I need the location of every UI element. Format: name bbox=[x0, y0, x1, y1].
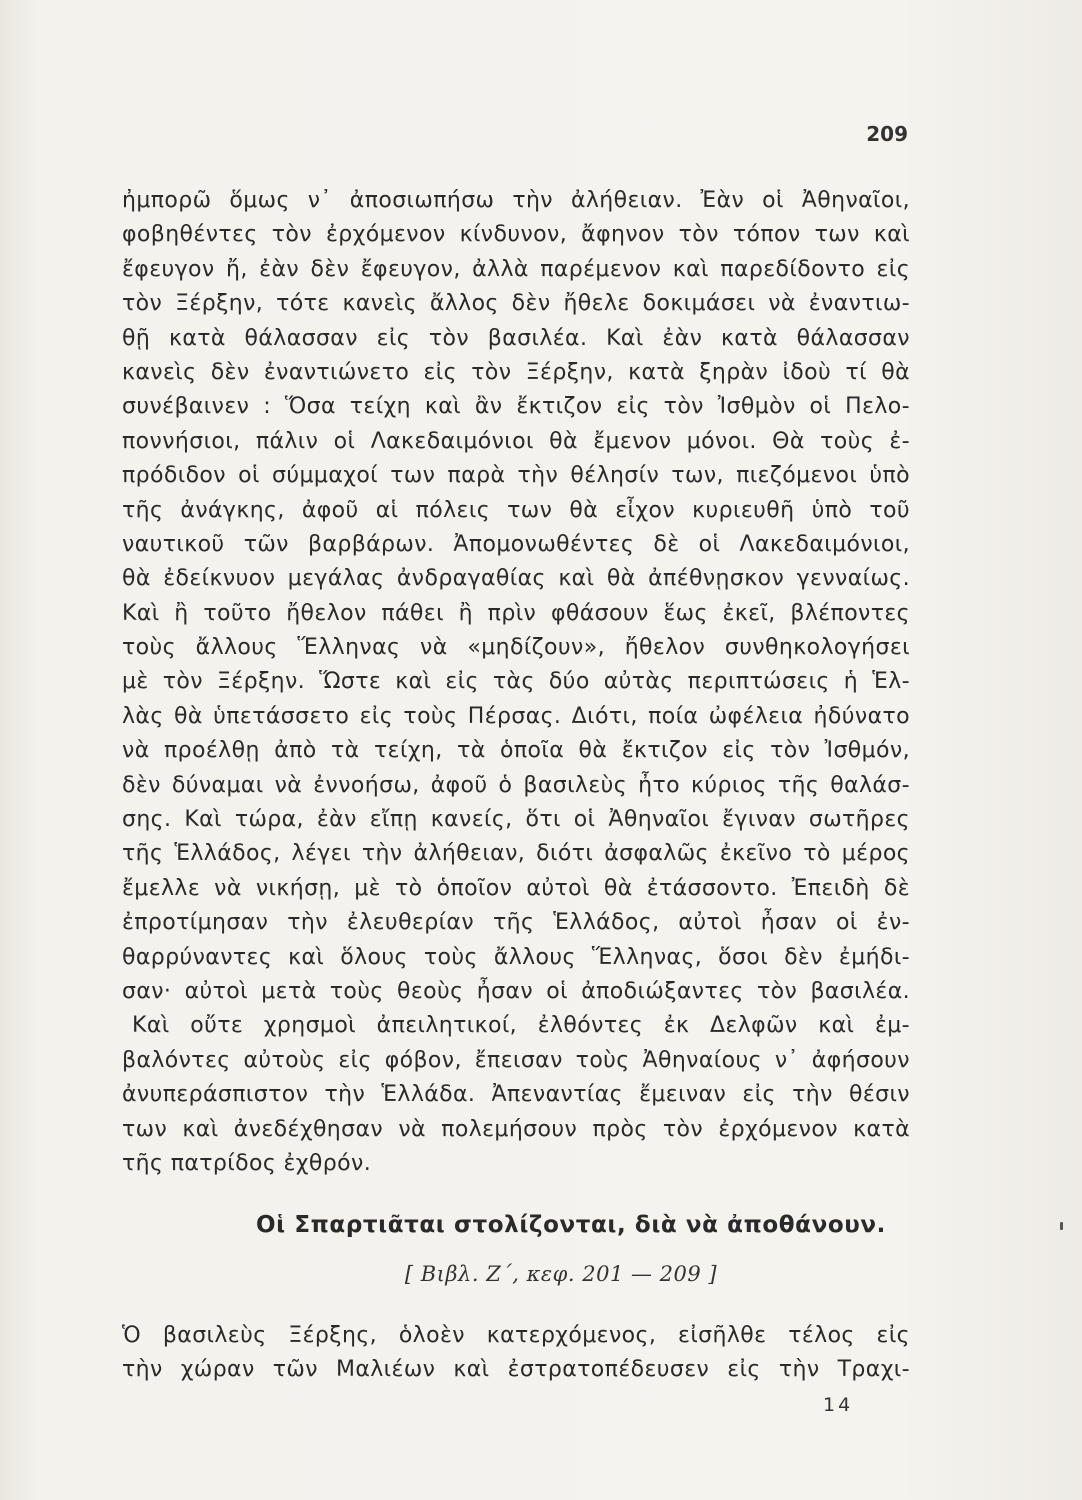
text-line: τὸν Ξέρξην, τότε κανεὶς ἄλλος δὲν ἤθελε δοκιμάσει νὰ ἐναντιω- bbox=[122, 291, 910, 317]
text-line: ποννήσιοι, πάλιν οἱ Λακεδαιμόνιοι θὰ ἔμενον μόνοι. Θὰ τοὺς ἐ- bbox=[122, 428, 910, 454]
text-line: δὲν δύναμαι νὰ ἐννοήσω, ἀφοῦ ὁ βασιλεὺς ἦτο κύριος τῆς θαλάσ- bbox=[122, 772, 910, 798]
text-line: ναυτικοῦ τῶν βαρβάρων. Ἀπομονωθέντες δὲ οἱ Λακεδαιμόνιοι, bbox=[122, 531, 910, 557]
margin-mark bbox=[1060, 1222, 1063, 1230]
text-line: νὰ προέλθῃ ἀπὸ τὰ τείχη, τὰ ὁποῖα θὰ ἔκτιζον εἰς τὸν Ἰσθμόν, bbox=[122, 738, 910, 764]
text-line: σαν· αὐτοὶ μετὰ τοὺς θεοὺς ἦσαν οἱ ἀποδιώξαντες τὸν βασιλέα. bbox=[122, 978, 910, 1004]
text-line: τῆς ἀνάγκης, ἀφοῦ αἱ πόλεις των θὰ εἶχον κυριευθῆ ὑπὸ τοῦ bbox=[122, 497, 910, 523]
text-line: θῇ κατὰ θάλασσαν εἰς τὸν βασιλέα. Καὶ ἐὰν κατὰ θάλασσαν bbox=[122, 325, 910, 351]
text-line: βαλόντες αὐτοὺς εἰς φόβον, ἔπεισαν τοὺς Ἀθηναίους ν᾿ ἀφήσουν bbox=[122, 1047, 910, 1073]
main-text-block bbox=[122, 184, 910, 1181]
text-line: των καὶ ἀνεδέχθησαν νὰ πολεμήσουν πρὸς τὸν ἐρχόμενον κατὰ bbox=[122, 1116, 910, 1142]
text-line: ἔμελλε νὰ νικήσῃ, μὲ τὸ ὁποῖον αὐτοὶ θὰ ἐτάσσοντο. Ἐπειδὴ δὲ bbox=[122, 875, 910, 901]
text-line: συνέβαινεν : Ὅσα τείχη καὶ ἂν ἔκτιζον εἰς τὸν Ἰσθμὸν οἱ Πελο- bbox=[122, 394, 910, 420]
text-line: τῆς Ἑλλάδος, λέγει τὴν ἀλήθειαν, διότι ἀσφαλῶς ἐκεῖνο τὸ μέρος bbox=[122, 841, 910, 867]
section-reference: [ Βιβλ. Ζ΄, κεφ. 201 — 209 ] bbox=[404, 1262, 718, 1286]
text-line: τοὺς ἄλλους Ἕλληνας νὰ «μηδίζουν», ἤθελον συνθηκολογήσει bbox=[122, 635, 910, 661]
text-line: ἔφευγον ἤ, ἐὰν δὲν ἔφευγον, ἀλλὰ παρέμενον καὶ παρεδίδοντο εἰς bbox=[122, 256, 910, 282]
text-line: τὴν χώραν τῶν Μαλιέων καὶ ἐστρατοπέδευσεν εἰς τὴν Τραχι- bbox=[122, 1357, 910, 1383]
paragraph-2 bbox=[122, 1009, 910, 1181]
text-line: τῆς πατρίδος ἐχθρόν. bbox=[122, 1150, 372, 1176]
text-line: ἀνυπεράσπιστον τὴν Ἑλλάδα. Ἀπεναντίας ἔμειναν εἰς τὴν θέσιν bbox=[122, 1082, 910, 1108]
sheet-number: 14 bbox=[823, 1394, 854, 1416]
text-line: Καὶ οὔτε χρησμοὶ ἀπειλητικοί, ἐλθόντες ἐκ Δελφῶν καὶ ἐμ- bbox=[132, 1013, 910, 1039]
text-line: μὲ τὸν Ξέρξην. Ὥστε καὶ εἰς τὰς δύο αὐτὰς περιπτώσεις ἡ Ἑλ- bbox=[122, 669, 910, 695]
text-line: θαρρύναντες καὶ ὅλους τοὺς ἄλλους Ἕλληνας, ὅσοι δὲν ἐμήδι- bbox=[122, 944, 910, 970]
text-line: ἠμπορῶ ὅμως ν᾿ ἀποσιωπήσω τὴν ἀλήθειαν. Ἐὰν οἱ Ἀθηναῖοι, bbox=[122, 188, 910, 213]
section-heading: Οἱ Σπαρτιᾶται στολίζονται, διὰ νὰ ἀποθάνουν. bbox=[256, 1212, 886, 1238]
text-line: σης. Καὶ τώρα, ἐὰν εἴπῃ κανείς, ὅτι οἱ Ἀθηναῖοι ἔγιναν σωτῆρες bbox=[122, 807, 910, 833]
text-line: Καὶ ἢ τοῦτο ἤθελον πάθει ἢ πρὶν φθάσουν ἕως ἐκεῖ, βλέποντες bbox=[122, 600, 910, 626]
text-line: κανεὶς δὲν ἐναντιώνετο εἰς τὸν Ξέρξην, κατὰ ξηρὰν ἰδοὺ τί θὰ bbox=[122, 359, 910, 385]
text-line: Ὁ βασιλεὺς Ξέρξης, ὁλοὲν κατερχόμενος, εἰσῆλθε τέλος εἰς bbox=[122, 1323, 910, 1348]
text-line: πρόδιδον οἱ σύμμαχοί των παρὰ τὴν θέλησίν των, πιεζόμενοι ὑπὸ bbox=[122, 463, 910, 489]
text-line: φοβηθέντες τὸν ἐρχόμενον κίνδυνον, ἄφηνον τὸν τόπον των καὶ bbox=[122, 222, 910, 248]
paragraph-1 bbox=[122, 184, 910, 1009]
text-line: λὰς θὰ ὑπετάσσετο εἰς τοὺς Πέρσας. Διότι, ποία ὠφέλεια ἠδύνατο bbox=[122, 703, 910, 729]
text-line: ἐπροτίμησαν τὴν ἐλευθερίαν τῆς Ἑλλάδος, αὐτοὶ ἦσαν οἱ ἐν- bbox=[122, 910, 910, 936]
page-number: 209 bbox=[866, 122, 908, 146]
paragraph-3 bbox=[122, 1318, 910, 1387]
text-line: θὰ ἐδείκνυον μεγάλας ἀνδραγαθίας καὶ θὰ ἀπέθνῃσκον γενναίως. bbox=[122, 566, 910, 592]
